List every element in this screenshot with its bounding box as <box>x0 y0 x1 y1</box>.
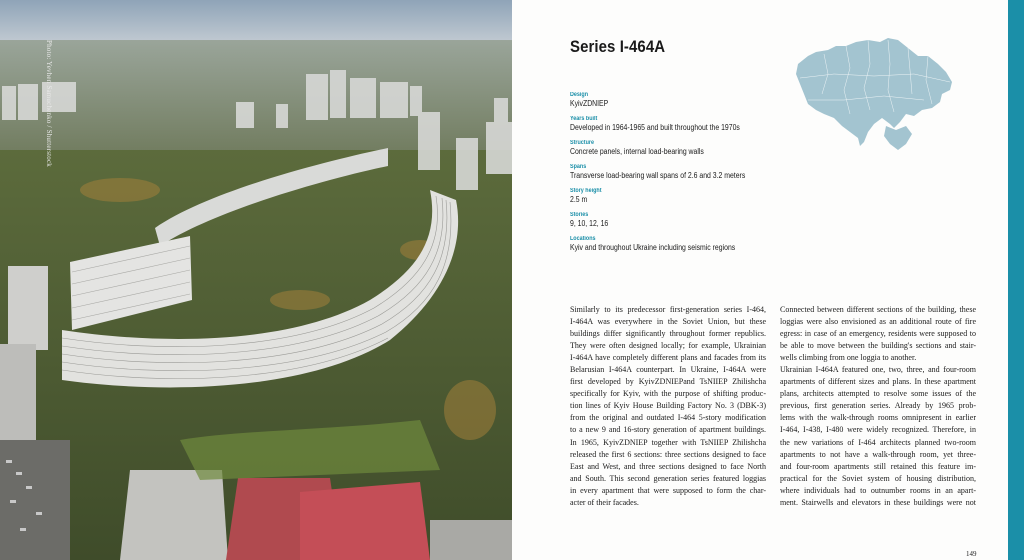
fact-label: Stories <box>570 212 589 218</box>
fact-story-height <box>570 187 800 205</box>
page-title: Series I-464A <box>570 37 666 56</box>
fact-value: KyivZDNIEP <box>570 99 609 108</box>
body-line: and four-room apartments still retained this feature im- <box>780 461 976 471</box>
body-line: loggias were also envisioned as an additional route of fire <box>780 317 976 327</box>
body-line: In 1965, KyivZDNIEP together with TsNIIEP Zhilishcha <box>570 437 766 447</box>
body-column-1 <box>570 304 766 509</box>
ukraine-map <box>794 34 956 158</box>
body-line: I-464, I-438, I-480 were widely recognized. Therefore, in <box>780 425 976 435</box>
body-line: Ukrainian I-464A featured one, two, three, and four-room <box>780 365 976 375</box>
body-line: plans, architects attempted to resolve some issues of the <box>780 389 976 399</box>
body-line: ment. Stairwells and elevators in these buildings were not <box>780 497 976 507</box>
body-line: apartments of different sizes and plans. In these apartment <box>780 377 976 387</box>
fact-value: Kyiv and throughout Ukraine including seismic regions <box>570 243 736 252</box>
body-paragraph <box>570 304 766 509</box>
body-line: released the first 6 sections: three sections designed to face <box>570 449 766 459</box>
body-line: the new variations of I-464 architects planned two-room <box>780 437 976 447</box>
body-line: from the original and outdated I-464 5-story modification <box>570 413 766 423</box>
body-line: where individuals had to outnumber rooms in an apart- <box>780 485 976 495</box>
fact-design <box>570 91 800 109</box>
body-line: be able to move between the building's sections and stair- <box>780 341 976 351</box>
fact-label: Years built <box>570 116 598 122</box>
body-column-2 <box>780 304 976 509</box>
fact-years-built <box>570 115 800 133</box>
body-line: Connected between different sections of the building, these <box>780 305 976 314</box>
fact-locations <box>570 235 800 253</box>
body-line: They were often designed locally; for example, Ukrainian <box>570 341 766 351</box>
fact-list <box>570 91 800 259</box>
body-line: acter of their facades. <box>570 497 639 507</box>
fact-value: 9, 10, 12, 16 <box>570 219 609 228</box>
body-line: I-464A have completely different plans and facades from its <box>570 353 766 363</box>
body-line: tion lines of Kyiv House Building Factory No. 3 (DBK-3) <box>570 401 766 411</box>
fact-spans <box>570 163 800 181</box>
fact-structure <box>570 139 800 157</box>
body-line: lems with the walk-through rooms omnipresent in earlier <box>780 413 976 423</box>
body-line: to a new 9 and 16-story generation of apartment buildings. <box>570 425 766 435</box>
fact-value: Developed in 1964-1965 and built throughout the 1970s <box>570 123 740 132</box>
page-number: 149 <box>966 550 977 558</box>
body-line: East and West, and three sections designed to face North <box>570 461 766 471</box>
fact-value: 2.5 m <box>570 195 588 204</box>
body-line: in every apartment that were supposed to form the char- <box>570 485 766 495</box>
body-line: previous, first generation series. Already by 1965 prob- <box>780 401 976 411</box>
fact-stories <box>570 211 800 229</box>
fact-label: Structure <box>570 140 595 146</box>
body-line: buildings differ significantly throughout former republics. <box>570 329 766 339</box>
fact-value: Transverse load-bearing wall spans of 2.6 and 3.2 meters <box>570 171 746 180</box>
body-line: apartments to not have a walk-through room, yet three- <box>780 449 976 459</box>
body-line: Similarly to its predecessor first-generation series I-464, <box>570 305 766 314</box>
page-edge-accent <box>1008 0 1024 560</box>
body-line: first developed by KyivZDNIEPand TsNIIEP Zhilishcha <box>570 377 766 387</box>
photo-credit: Photo: Yevhen Samuchenko / Shutterstock <box>45 40 53 167</box>
body-paragraph <box>780 304 976 509</box>
fact-label: Locations <box>570 236 596 242</box>
fact-label: Design <box>570 92 589 98</box>
body-line: practical for the Soviet system of housing distribution, <box>780 473 976 483</box>
body-line: Belarusian I-464A counterpart. In Ukraine, I-464A were <box>570 365 766 375</box>
body-line: I-464A was everywhere in the Soviet Union, but these <box>570 317 766 327</box>
body-line: wells climbing from one loggia to another. <box>780 353 917 363</box>
text-page <box>512 0 1024 560</box>
body-line: specifically for Kyiv, with the purpose of shifting produc- <box>570 389 766 399</box>
fact-label: Story height <box>570 188 602 194</box>
fact-label: Spans <box>570 164 587 170</box>
body-line: and South. This second generation series featured loggias <box>570 473 766 483</box>
fact-value: Concrete panels, internal load-bearing walls <box>570 147 704 156</box>
body-line: egress: in case of an emergency, residents were supposed to <box>780 329 976 339</box>
